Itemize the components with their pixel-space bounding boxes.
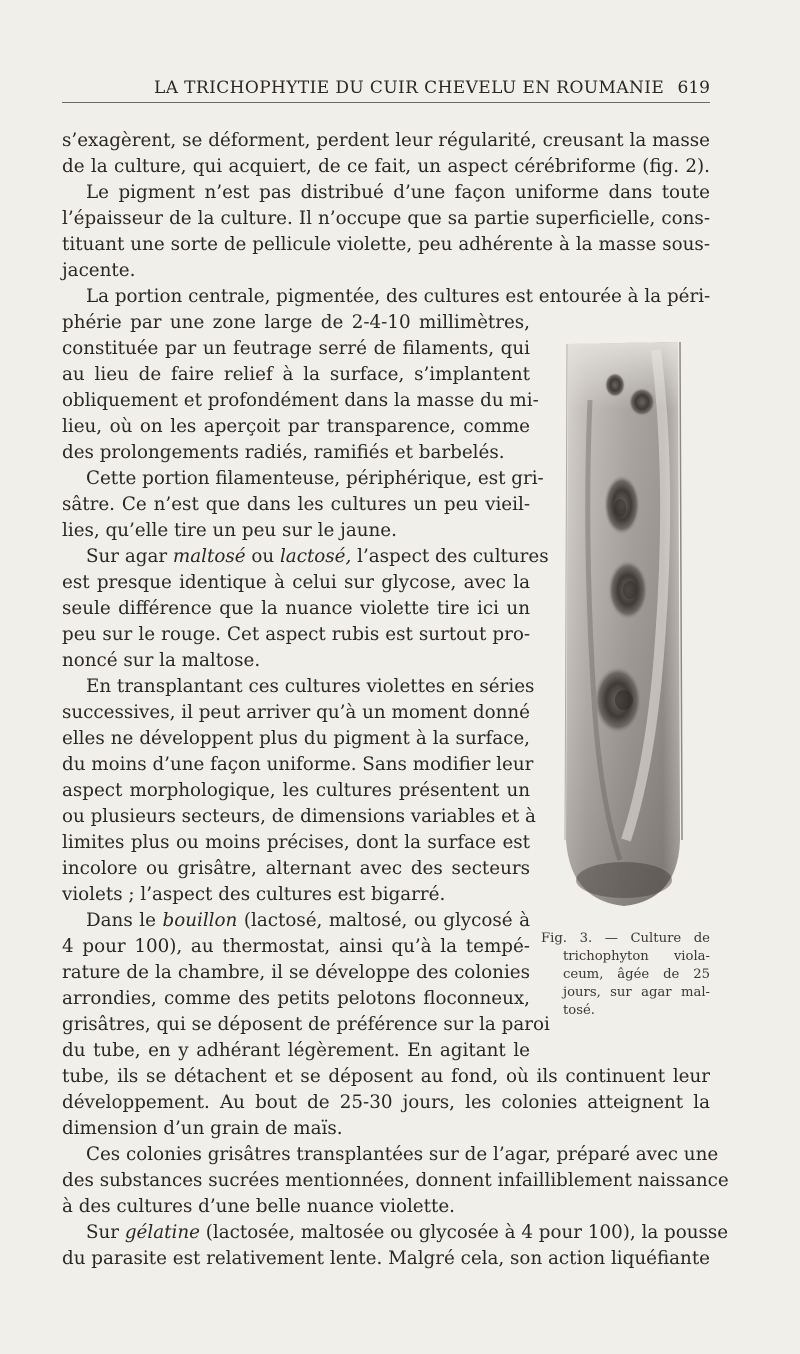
- text-line: Le pigment n’est pas distribué d’une façon uniforme dans toute: [86, 182, 710, 203]
- running-header: [62, 78, 710, 103]
- text-line: elles ne développent plus du pigment à la surface,: [62, 728, 530, 749]
- text-line: est presque identique à celui sur glycose, avec la: [62, 572, 530, 593]
- text-line: au lieu de faire relief à la surface, s’implantent: [62, 364, 530, 385]
- caption-line: ceum, âgée de 25: [563, 967, 710, 982]
- text-line: Sur gélatine (lactosée, maltosée ou glycosée à 4 pour 100), la pousse: [86, 1222, 729, 1243]
- figure-caption: [541, 930, 710, 1020]
- text-line: grisâtres, qui se déposent de préférence sur la paroi: [62, 1014, 550, 1035]
- text-line: noncé sur la maltose.: [62, 650, 261, 671]
- text-line: développement. Au bout de 25-30 jours, les colonies atteignent la: [62, 1092, 710, 1113]
- text-line: constituée par un feutrage serré de filaments, qui: [62, 338, 530, 359]
- text-line: jacente.: [62, 260, 136, 281]
- text-line: Dans le bouillon (lactosé, maltosé, ou glycosé à: [86, 910, 531, 931]
- text-line: seule différence que la nuance violette tire ici un: [62, 598, 530, 619]
- caption-line: jours, sur agar mal-: [563, 985, 710, 1000]
- text-line: s’exagèrent, se déforment, perdent leur régularité, creusant la masse: [62, 130, 710, 151]
- text-line: à des cultures d’une belle nuance violette.: [62, 1196, 455, 1217]
- text-line: tube, ils se détachent et se déposent au fond, où ils continuent leur: [62, 1066, 710, 1087]
- text-line: du parasite est relativement lente. Malgré cela, son action liquéfiante: [62, 1248, 710, 1269]
- text-line: lieu, où on les aperçoit par transparence, comme: [62, 416, 530, 437]
- text-line: incolore ou grisâtre, alternant avec des secteurs: [62, 858, 530, 879]
- text-line: dimension d’un grain de maïs.: [62, 1118, 343, 1139]
- text-line: du tube, en y adhérant légèrement. En agitant le: [62, 1040, 530, 1061]
- text-line: ou plusieurs secteurs, de dimensions variables et à: [62, 806, 536, 827]
- text-line: peu sur le rouge. Cet aspect rubis est surtout pro-: [62, 624, 530, 645]
- page-number: 619: [677, 78, 710, 98]
- text-line: limites plus ou moins précises, dont la surface est: [62, 832, 530, 853]
- caption-line: tosé.: [563, 1003, 596, 1018]
- caption-line: trichophyton viola-: [563, 949, 710, 964]
- text-line: violets ; l’aspect des cultures est bigarré.: [62, 884, 446, 905]
- text-line: obliquement et profondément dans la masse du mi-: [62, 390, 539, 411]
- text-line: des substances sucrées mentionnées, donnent infailliblement naissance: [62, 1170, 729, 1191]
- text-line: lies, qu’elle tire un peu sur le jaune.: [62, 520, 397, 541]
- text-line: arrondies, comme des petits pelotons floconneux,: [62, 988, 530, 1009]
- text-line: 4 pour 100), au thermostat, ainsi qu’à la tempé-: [62, 936, 530, 957]
- text-line: aspect morphologique, les cultures présentent un: [62, 780, 530, 801]
- text-line: Ces colonies grisâtres transplantées sur de l’agar, préparé avec une: [86, 1144, 719, 1165]
- text-line: rature de la chambre, il se développe des colonies: [62, 962, 530, 983]
- text-line: des prolongements radiés, ramifiés et barbelés.: [62, 442, 505, 463]
- text-line: Cette portion filamenteuse, périphérique, est gri-: [86, 468, 544, 489]
- text-line: de la culture, qui acquiert, de ce fait, un aspect cérébriforme (fig. 2).: [62, 156, 710, 177]
- text-line: du moins d’une façon uniforme. Sans modifier leur: [62, 754, 534, 775]
- culture-tube-illustration: [560, 340, 684, 910]
- text-line: successives, il peut arriver qu’à un moment donné: [62, 702, 530, 723]
- text-line: La portion centrale, pigmentée, des cultures est entourée à la péri-: [86, 286, 711, 307]
- text-line: tituant une sorte de pellicule violette, peu adhérente à la masse sous-: [62, 234, 710, 255]
- text-line: En transplantant ces cultures violettes en séries: [86, 676, 535, 697]
- text-line: Sur agar maltosé ou lactosé, l’aspect des cultures: [86, 546, 549, 567]
- culture-tube-photo: [560, 340, 684, 910]
- text-line: phérie par une zone large de 2-4-10 millimètres,: [62, 312, 530, 333]
- caption-line: Fig. 3. — Culture de: [541, 931, 710, 946]
- text-line: l’épaisseur de la culture. Il n’occupe que sa partie superficielle, cons-: [62, 208, 710, 229]
- running-title: LA TRICHOPHYTIE DU CUIR CHEVELU EN ROUMANIE: [154, 78, 665, 98]
- text-line: sâtre. Ce n’est que dans les cultures un peu vieil-: [62, 494, 530, 515]
